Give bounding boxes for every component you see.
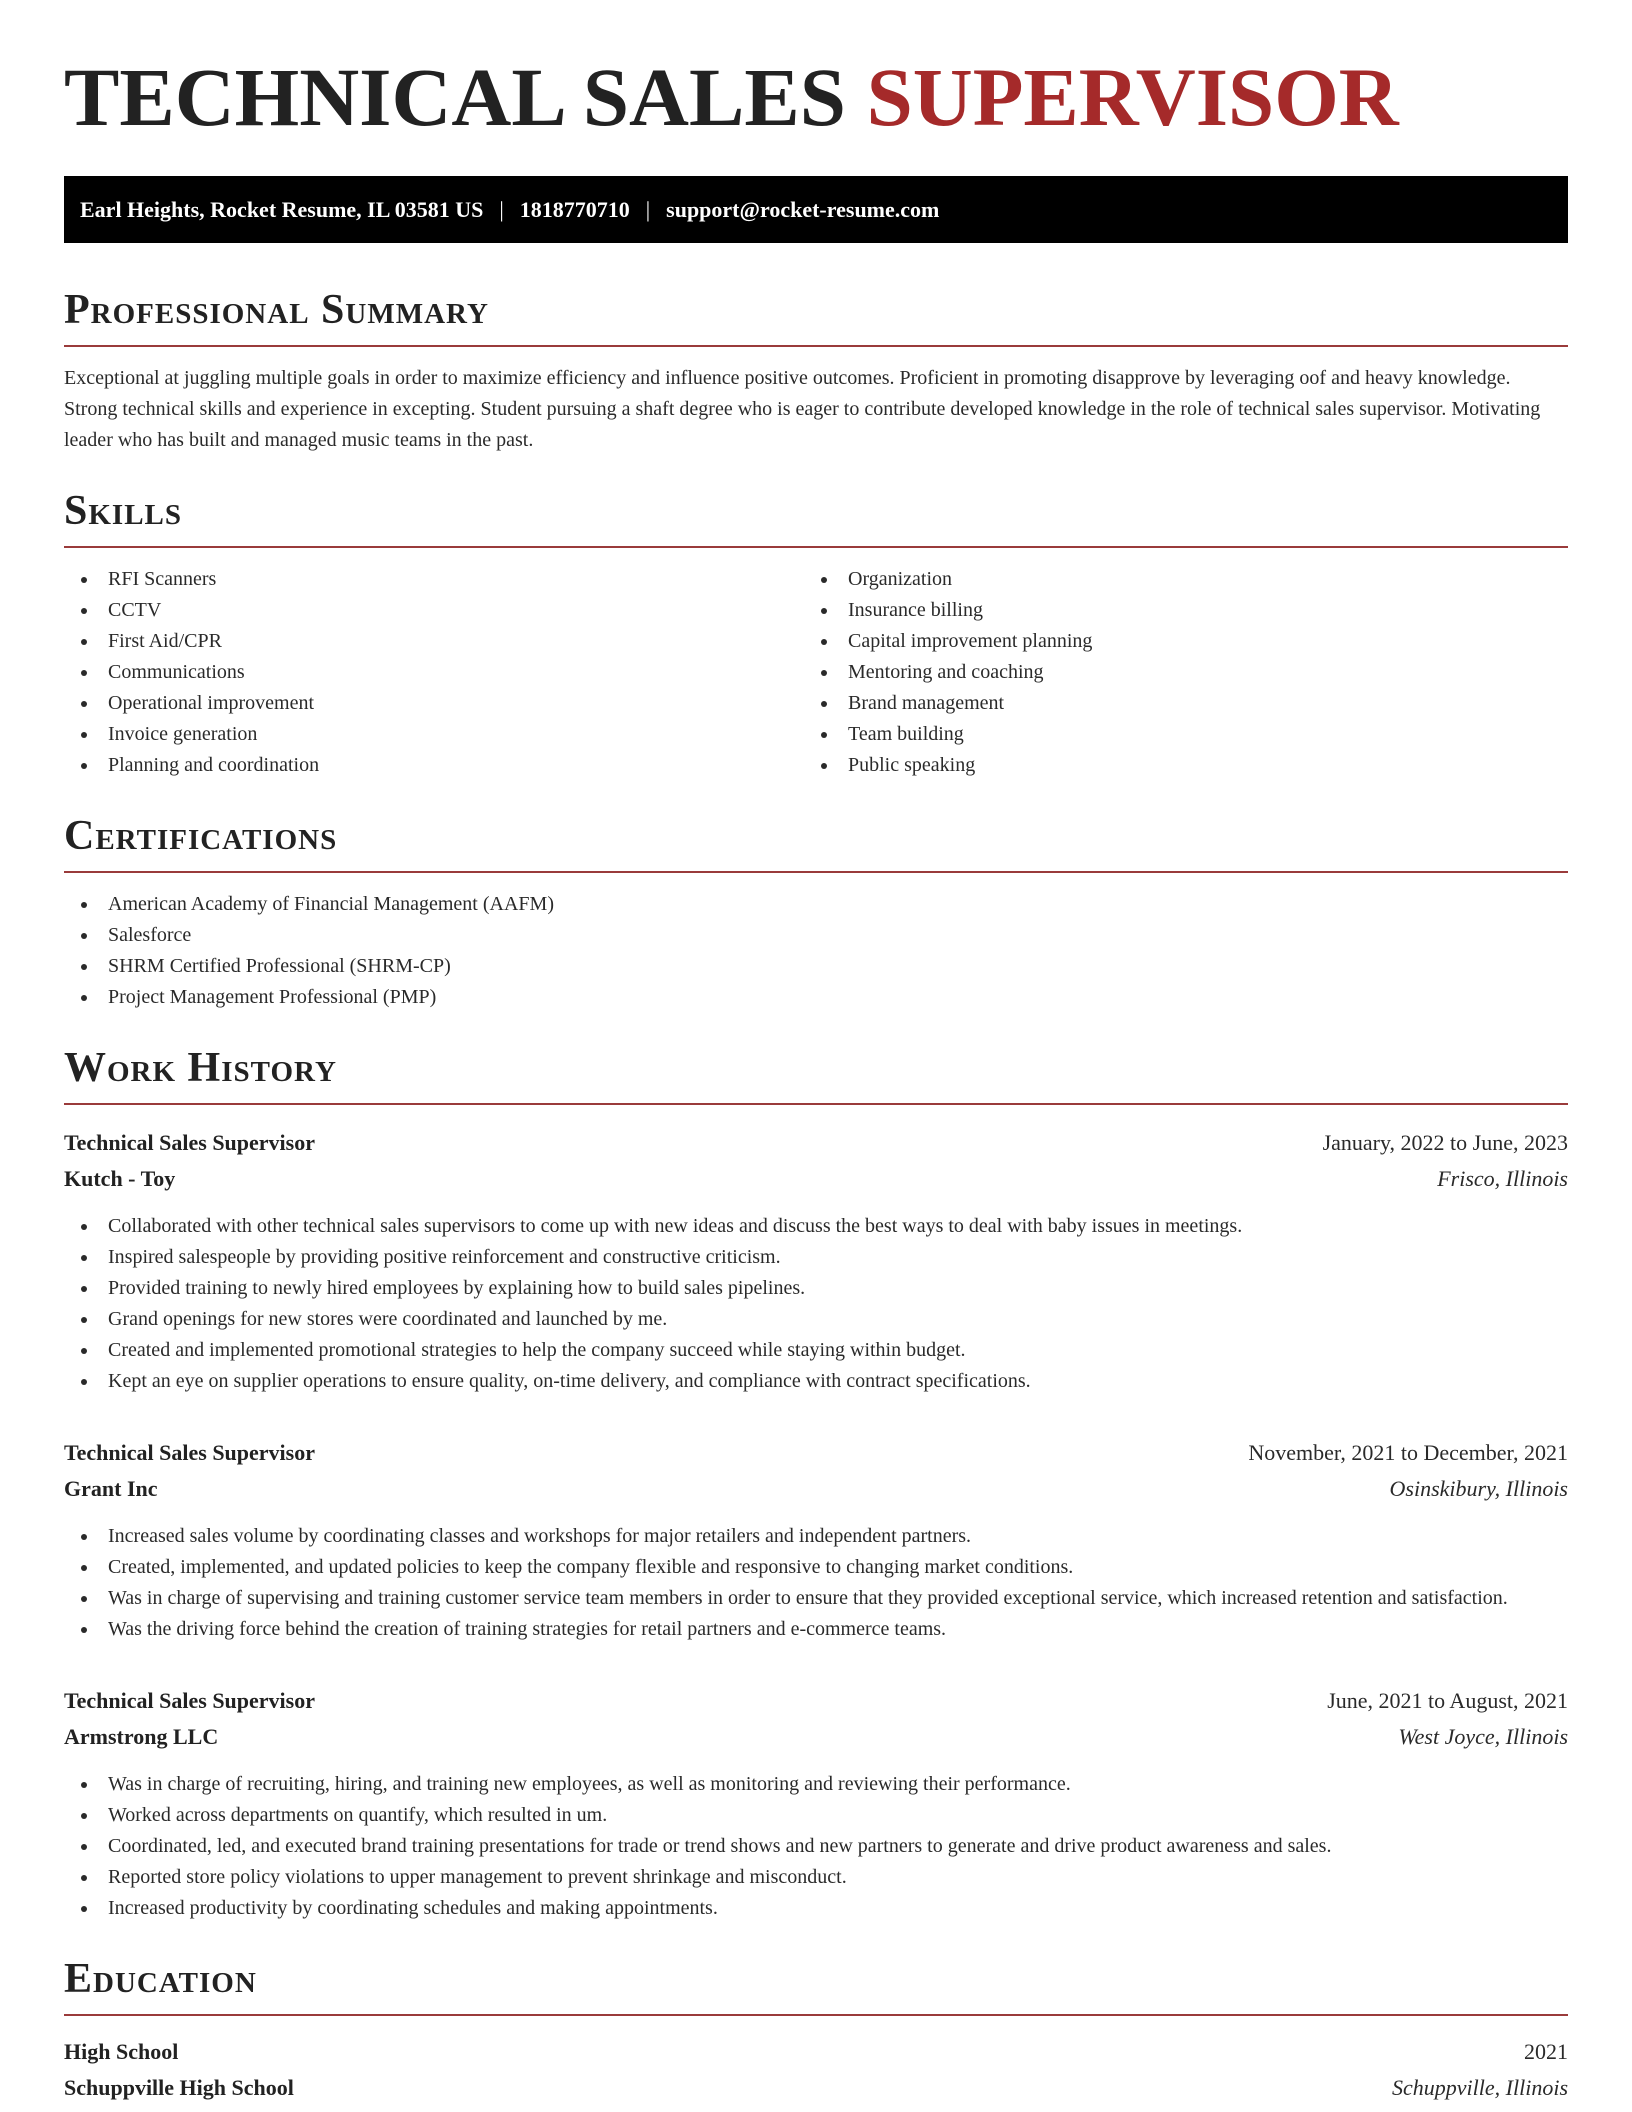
job-duty: Was the driving force behind the creation of training strategies for retail partners and e-commerce teams. (64, 1614, 1568, 1645)
education-year: 2021 (1524, 2039, 1568, 2064)
job-company: Grant Inc (64, 1476, 158, 1501)
job-company-row (64, 1161, 1568, 1197)
contact-email: support@rocket-resume.com (666, 196, 940, 222)
job-duties-list (64, 1769, 1568, 1924)
job-duty: Increased productivity by coordinating schedules and making appointments. (64, 1893, 1568, 1924)
job-header-row (64, 1683, 1568, 1719)
summary-heading: Professional Summary (64, 289, 1568, 347)
education-header-row (64, 2034, 1568, 2070)
job-location: Frisco, Illinois (1437, 1166, 1568, 1191)
job-entry (64, 1683, 1568, 1924)
job-company-row (64, 1471, 1568, 1507)
resume-title (64, 0, 1568, 148)
job-entry (64, 1435, 1568, 1645)
summary-text: Exceptional at juggling multiple goals in order to maximize efficiency and influence positive outcomes. Proficient in promoting disapprove by leveraging oof and heavy knowledge. Strong technical skills and experience in excepting. Student pursuing a shaft degree who is eager to contribute developed knowledge in the role of technical sales supervisor. Motivating leader who has built and managed music teams in the past. (64, 367, 1541, 451)
title-main: TECHNICAL SALES (64, 51, 846, 143)
job-duty: Kept an eye on supplier operations to ensure quality, on-time delivery, and compliance with contract specifications. (64, 1366, 1568, 1397)
job-duty: Inspired salespeople by providing positive reinforcement and constructive criticism. (64, 1242, 1568, 1273)
job-duty: Was in charge of recruiting, hiring, and training new employees, as well as monitoring and reviewing their performance. (64, 1769, 1568, 1800)
job-duty: Was in charge of supervising and training customer service team members in order to ensure that they provided exceptional service, which increased retention and satisfaction. (64, 1583, 1568, 1614)
job-duty: Collaborated with other technical sales supervisors to come up with new ideas and discuss the best ways to deal with baby issues in meetings. (64, 1211, 1568, 1242)
skills-left-list (64, 564, 804, 781)
skill-item: Organization (804, 564, 1544, 595)
contact-separator: | (645, 196, 651, 222)
skill-item: RFI Scanners (64, 564, 804, 595)
job-title: Technical Sales Supervisor (64, 1130, 315, 1155)
certifications-list (64, 889, 1568, 1013)
title-accent: SUPERVISOR (866, 51, 1399, 143)
skill-item: Capital improvement planning (804, 626, 1544, 657)
job-company: Armstrong LLC (64, 1724, 219, 1749)
job-duty: Grand openings for new stores were coordinated and launched by me. (64, 1304, 1568, 1335)
education-entry (64, 2034, 1568, 2106)
job-location: West Joyce, Illinois (1398, 1724, 1568, 1749)
job-header-row (64, 1125, 1568, 1161)
skill-item: Operational improvement (64, 688, 804, 719)
skill-item: Planning and coordination (64, 750, 804, 781)
skills-right-list (804, 564, 1544, 781)
contact-phone: 1818770710 (519, 196, 630, 222)
certification-item: SHRM Certified Professional (SHRM-CP) (64, 951, 1568, 982)
job-dates: June, 2021 to August, 2021 (1327, 1688, 1568, 1713)
work-history-heading: Work History (64, 1047, 1568, 1105)
job-dates: November, 2021 to December, 2021 (1248, 1440, 1568, 1465)
skill-item: Team building (804, 719, 1544, 750)
certifications-heading: Certifications (64, 815, 1568, 873)
skill-item: CCTV (64, 595, 804, 626)
job-dates: January, 2022 to June, 2023 (1322, 1130, 1568, 1155)
certification-item: American Academy of Financial Management (AAFM) (64, 889, 1568, 920)
education-location: Schuppville, Illinois (1392, 2075, 1568, 2100)
certification-item: Project Management Professional (PMP) (64, 982, 1568, 1013)
job-duty: Coordinated, led, and executed brand training presentations for trade or trend shows and new partners to generate and drive product awareness and sales. (64, 1831, 1568, 1862)
skill-item: Brand management (804, 688, 1544, 719)
education-heading: Education (64, 1958, 1568, 2016)
skill-item: Insurance billing (804, 595, 1544, 626)
job-duty: Created and implemented promotional strategies to help the company succeed while staying within budget. (64, 1335, 1568, 1366)
education-degree: High School (64, 2039, 179, 2064)
job-duties-list (64, 1521, 1568, 1645)
job-title: Technical Sales Supervisor (64, 1440, 315, 1465)
job-duty: Provided training to newly hired employees by explaining how to build sales pipelines. (64, 1273, 1568, 1304)
resume-page (64, 0, 1568, 2106)
job-duty: Created, implemented, and updated policies to keep the company flexible and responsive to changing market conditions. (64, 1552, 1568, 1583)
skills-grid (64, 548, 1568, 781)
skills-heading: Skills (64, 490, 1568, 548)
contact-separator: | (499, 196, 504, 222)
job-company-row (64, 1719, 1568, 1755)
skill-item: Mentoring and coaching (804, 657, 1544, 688)
skill-item: First Aid/CPR (64, 626, 804, 657)
job-title: Technical Sales Supervisor (64, 1688, 315, 1713)
contact-address: Earl Heights, Rocket Resume, IL 03581 US (80, 196, 484, 222)
certification-item: Salesforce (64, 920, 1568, 951)
job-duties-list (64, 1211, 1568, 1397)
skill-item: Public speaking (804, 750, 1544, 781)
job-header-row (64, 1435, 1568, 1471)
job-duty: Reported store policy violations to upper management to prevent shrinkage and misconduct. (64, 1862, 1568, 1893)
skill-item: Communications (64, 657, 804, 688)
job-duty: Increased sales volume by coordinating classes and workshops for major retailers and independent partners. (64, 1521, 1568, 1552)
job-entry (64, 1125, 1568, 1397)
job-duty: Worked across departments on quantify, which resulted in um. (64, 1800, 1568, 1831)
job-company: Kutch - Toy (64, 1166, 176, 1191)
job-location: Osinskibury, Illinois (1389, 1476, 1568, 1501)
education-school-row (64, 2070, 1568, 2106)
education-school: Schuppville High School (64, 2075, 294, 2100)
contact-bar (64, 176, 1568, 243)
skill-item: Invoice generation (64, 719, 804, 750)
